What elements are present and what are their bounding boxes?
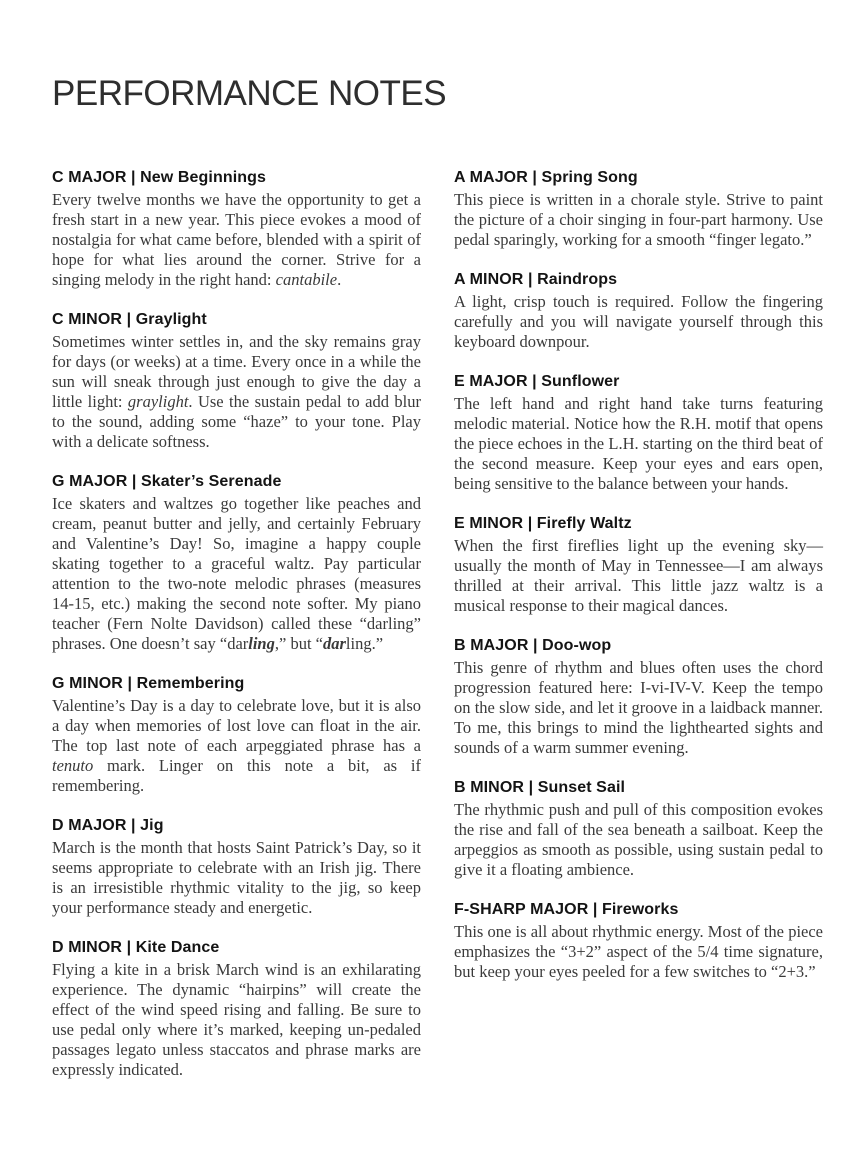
section-heading: G MINOR | Remembering <box>52 675 245 692</box>
note-section <box>454 636 823 758</box>
left-column <box>52 168 421 1100</box>
section-body: A light, crisp touch is required. Follow the fingering carefully and you will navigate yourself through this keyboard downpour. <box>454 292 823 351</box>
note-section <box>52 816 421 918</box>
section-body: March is the month that hosts Saint Patrick’s Day, so it seems appropriate to celebrate with an Irish jig. There is an irresistible rhythmic vitality to the jig, so keep your performance steady and energetic. <box>52 838 421 917</box>
note-section <box>52 168 421 290</box>
section-body: Sometimes winter settles in, and the sky remains gray for days (or weeks) at a time. Every once in a while the sun will sneak through just enough to give the day a little light: graylight. Use the sustain pedal to add blur to the sound, adding some “haze” to your tone. Play with a delicate softness. <box>52 332 421 451</box>
note-section <box>52 310 421 452</box>
section-body: The left hand and right hand take turns featuring melodic material. Notice how the R.H. motif that opens the piece echoes in the L.H. starting on the third beat of the second measure. Keep your eyes and ears open, being sensitive to the balance between your hands. <box>454 394 823 493</box>
note-section <box>454 514 823 616</box>
section-heading: B MINOR | Sunset Sail <box>454 779 626 796</box>
right-column <box>454 168 823 1100</box>
page-title: PERFORMANCE NOTES <box>52 74 447 113</box>
section-heading: C MINOR | Graylight <box>52 311 207 328</box>
section-body: Valentine’s Day is a day to celebrate love, but it is also a day when memories of lost love can float in the air. The top last note of each arpeggiated phrase has a tenuto mark. Linger on this note a bit, as if remembering. <box>52 696 421 795</box>
note-section <box>52 938 421 1080</box>
note-section <box>454 778 823 880</box>
section-heading: C MAJOR | New Beginnings <box>52 169 267 186</box>
note-section <box>454 372 823 494</box>
section-body: Flying a kite in a brisk March wind is an exhilarating experience. The dynamic “hairpins” will create the effect of the wind speed rising and falling. Be sure to use pedal only where it’s marked, keeping un-pedaled passages legato unless staccatos and phrase marks are expressly indicated. <box>52 960 421 1079</box>
section-heading: E MAJOR | Sunflower <box>454 373 620 390</box>
note-section <box>454 168 823 250</box>
two-column-layout <box>52 168 824 1100</box>
section-heading: B MAJOR | Doo-wop <box>454 637 612 654</box>
section-body: Ice skaters and waltzes go together like peaches and cream, peanut butter and jelly, and certainly February and Valentine’s Day! So, imagine a happy couple skating together to a graceful waltz. Pay particular attention to the two-note melodic phrases (measures 14-15, etc.) making the second note softer. My piano teacher (Fern Nolte Davidson) called these “darling” phrases. One doesn’t say “darling,” but “darling.” <box>52 494 421 653</box>
section-body: This piece is written in a chorale style. Strive to paint the picture of a choir singing in four-part harmony. Use pedal sparingly, working for a smooth “finger legato.” <box>454 190 823 249</box>
section-heading: E MINOR | Firefly Waltz <box>454 515 632 532</box>
note-section <box>454 270 823 352</box>
section-heading: D MINOR | Kite Dance <box>52 939 220 956</box>
section-heading: A MINOR | Raindrops <box>454 271 618 288</box>
section-heading: A MAJOR | Spring Song <box>454 169 638 186</box>
section-heading: D MAJOR | Jig <box>52 817 164 834</box>
note-section <box>454 900 823 982</box>
section-body: When the first fireflies light up the evening sky—usually the month of May in Tennessee—I am always thrilled at their arrival. This little jazz waltz is a musical response to their magical dances. <box>454 536 823 615</box>
note-section <box>52 472 421 654</box>
note-section <box>52 674 421 796</box>
section-body: Every twelve months we have the opportunity to get a fresh start in a new year. This piece evokes a mood of nostalgia for what came before, blended with a spirit of hope for what lies around the corner. Strive for a singing melody in the right hand: cantabile. <box>52 190 421 289</box>
section-body: The rhythmic push and pull of this composition evokes the rise and fall of the sea beneath a sailboat. Keep the arpeggios as smooth as possible, using sustain pedal to give it a floating ambience. <box>454 800 823 879</box>
section-body: This one is all about rhythmic energy. Most of the piece emphasizes the “3+2” aspect of the 5/4 time signature, but keep your eyes peeled for a few switches to “2+3.” <box>454 922 823 981</box>
section-heading: F-SHARP MAJOR | Fireworks <box>454 901 679 918</box>
section-heading: G MAJOR | Skater’s Serenade <box>52 473 282 490</box>
section-body: This genre of rhythm and blues often uses the chord progression featured here: I-vi-IV-V. Keep the tempo on the slow side, and let it groove in a laidback manner. To me, this brings to mind the lighthearted sights and sounds of a warm summer evening. <box>454 658 823 757</box>
